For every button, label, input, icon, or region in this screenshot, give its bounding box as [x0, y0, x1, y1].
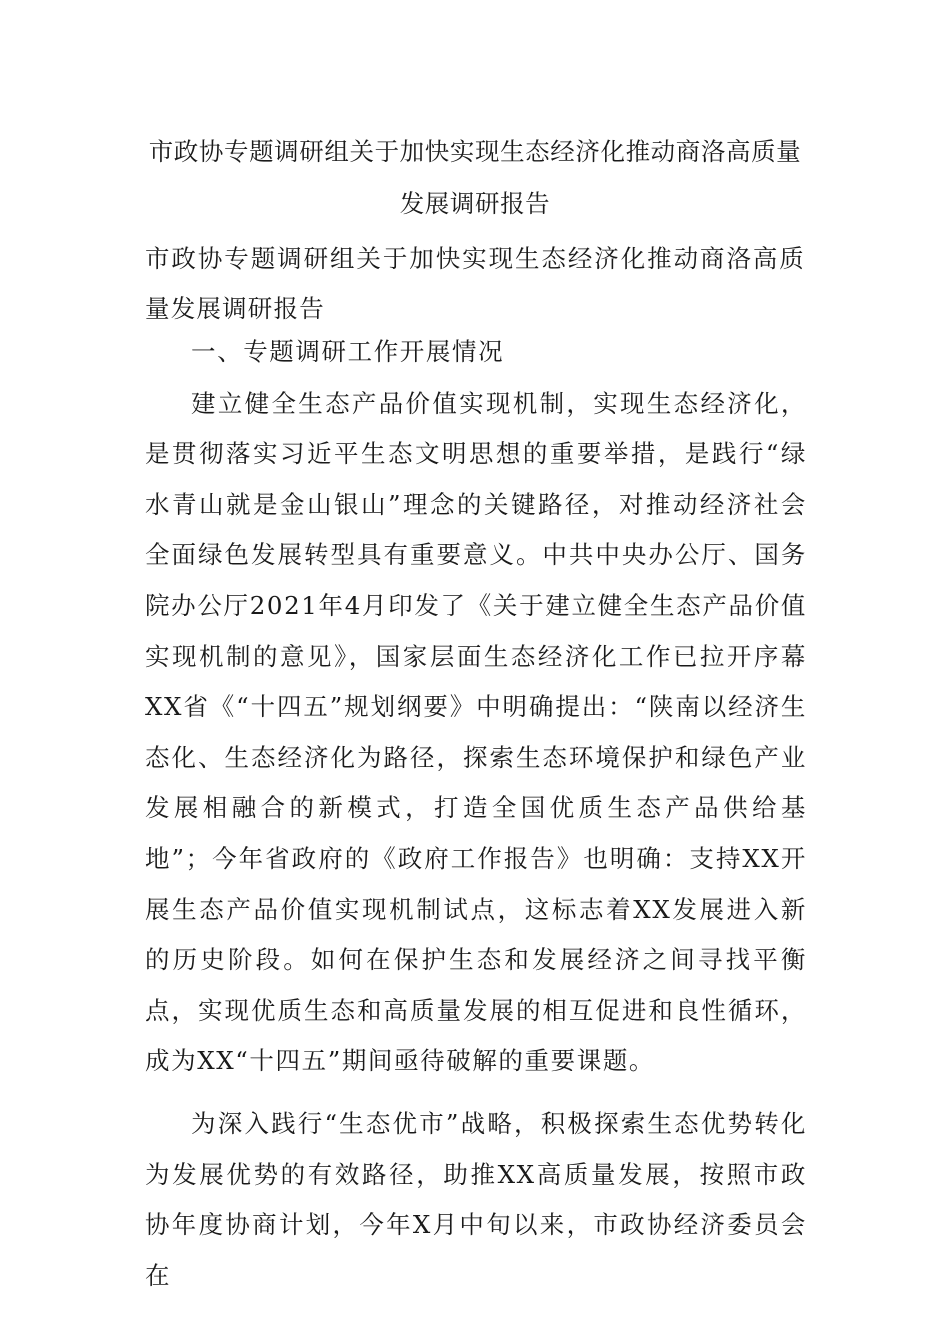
document-subtitle: 市政协专题调研组关于加快实现生态经济化推动商洛高质量发展调研报告	[145, 244, 805, 323]
document-title: 市政协专题调研组关于加快实现生态经济化推动商洛高质量发展调研报告	[148, 137, 802, 218]
document-body	[145, 327, 807, 1301]
body-paragraph: 建立健全生态产品价值实现机制，实现生态经济化，是贯彻落实习近平生态文明思想的重要举措，是践行“绿水青山就是金山银山”理念的关键路径，对推动经济社会全面绿色发展转型具有重要意义。中共中央办公厅、国务院办公厅2021年4月印发了《关于建立健全生态产品价值实现机制的意见》，国家层面生态经济化工作已拉开序幕XX省《“十四五”规划纲要》中明确提出：“陕南以经济生态化、生态经济化为路径，探索生态环境保护和绿色产业发展相融合的新模式，打造全国优质生态产品供给基地”；今年省政府的《政府工作报告》也明确：支持XX开展生态产品价值实现机制试点，这标志着XX发展进入新的历史阶段。如何在保护生态和发展经济之间寻找平衡点，实现优质生态和高质量发展的相互促进和良性循环，成为XX“十四五”期间亟待破解的重要课题。	[145, 388, 807, 1076]
section-heading: 一、专题调研工作开展情况	[191, 337, 505, 366]
body-paragraph: 为深入践行“生态优市”战略，积极探索生态优势转化为发展优势的有效路径，助推XX高质量发展，按照市政协年度协商计划，今年X月中旬以来，市政协经济委员会在	[145, 1108, 807, 1290]
